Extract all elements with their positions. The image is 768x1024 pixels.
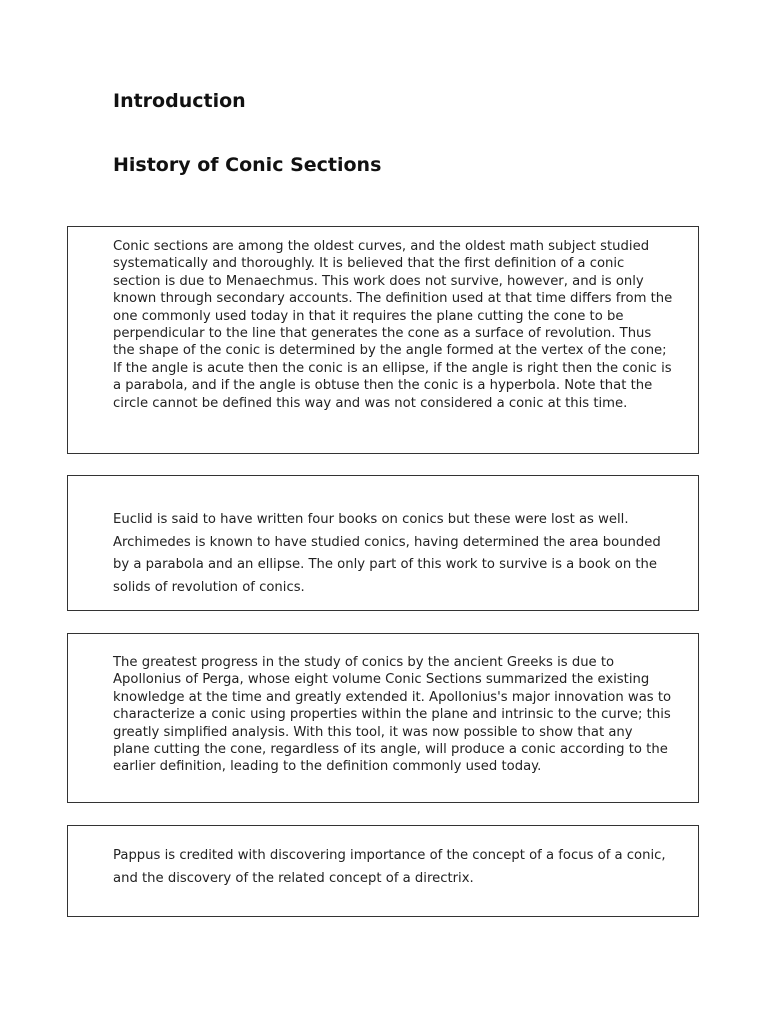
paragraph-pappus: Pappus is credited with discovering importance of the concept of a focus of a conic, and the discovery of the related concept of a directrix. <box>113 848 666 886</box>
text-box-apollonius <box>67 633 699 803</box>
section-heading-history: History of Conic Sections <box>113 154 382 176</box>
paragraph-menaechmus: Conic sections are among the oldest curves, and the oldest math subject studied systematically and thoroughly. It is believed that the first definition of a conic section is due to Menaechmus. This work does not survive, however, and is only known through secondary accounts. The definition used at that time differs from the one commonly used today in that it requires the plane cutting the cone to be perpendicular to the line that generates the cone as a surface of revolution. Thus the shape of the conic is determined by the angle formed at the vertex of the cone; If the angle is acute then the conic is an ellipse, if the angle is right then the conic is a parabola, and if the angle is obtuse then the conic is a hyperbola. Note that the circle cannot be defined this way and was not considered a conic at this time. <box>113 239 673 411</box>
paragraph-euclid-archimedes: Euclid is said to have written four books on conics but these were lost as well. Archimedes is known to have studied conics, having determined the area bounded by a parabola and an ellipse. The only part of this work to survive is a book on the solids of revolution of conics. <box>113 512 661 595</box>
text-box-menaechmus <box>67 226 699 454</box>
section-heading-introduction: Introduction <box>113 90 246 112</box>
text-box-euclid-archimedes <box>67 475 699 611</box>
paragraph-apollonius: The greatest progress in the study of conics by the ancient Greeks is due to Apollonius of Perga, whose eight volume Conic Sections summarized the existing knowledge at the time and greatly extended it. Apollonius's major innovation was to characterize a conic using properties within the plane and intrinsic to the curve; this greatly simplified analysis. With this tool, it was now possible to show that any plane cutting the cone, regardless of its angle, will produce a conic according to the earlier definition, leading to the definition commonly used today. <box>113 655 672 775</box>
text-box-pappus <box>67 825 699 917</box>
